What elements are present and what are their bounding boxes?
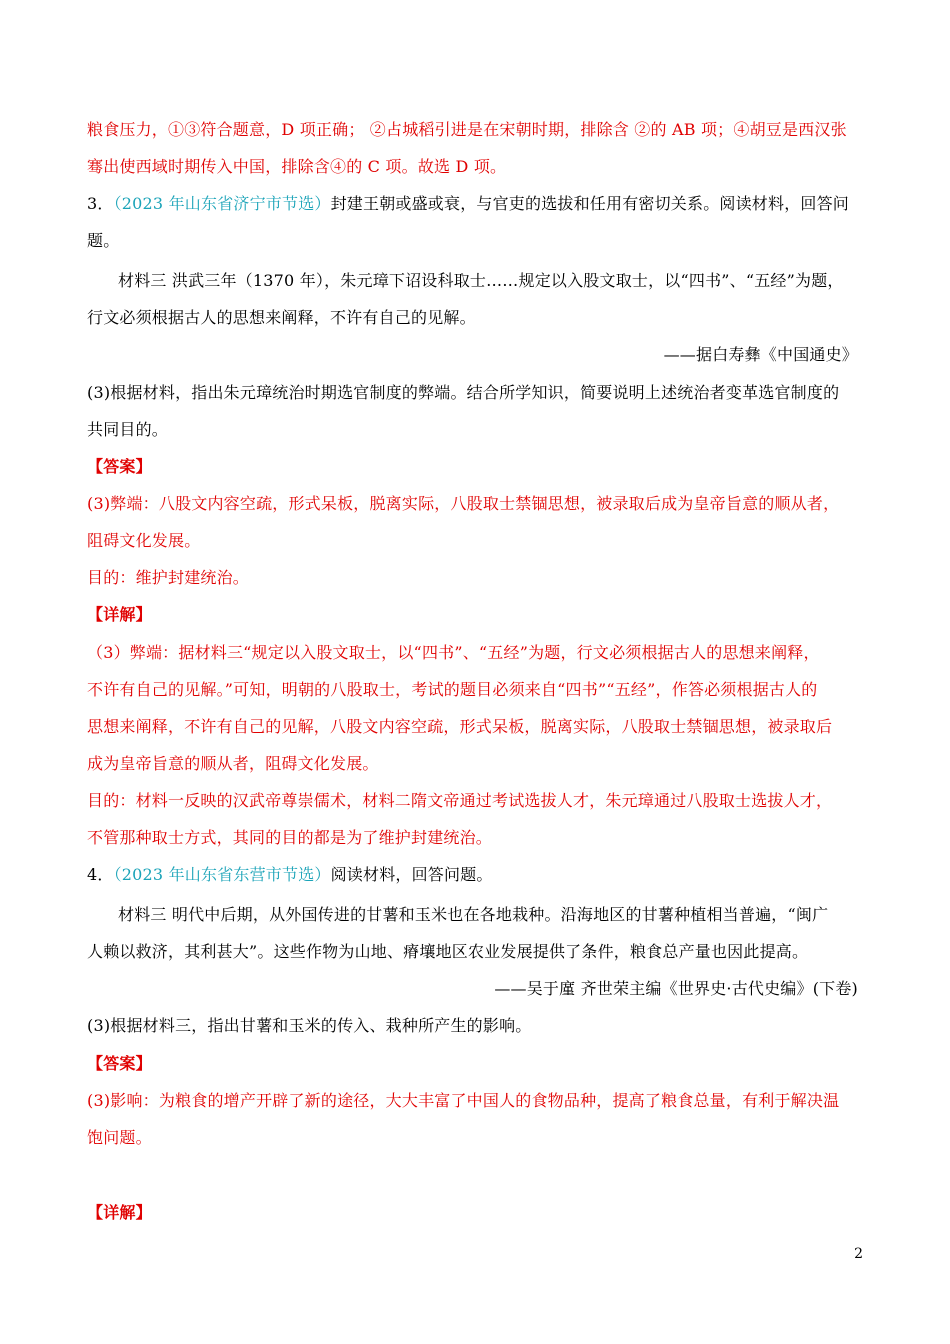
- q4-stem-text: 阅读材料，回答问题。: [330, 865, 493, 884]
- q4-number: 4．: [87, 865, 114, 884]
- q3-question-line-2: 共同目的。: [87, 420, 169, 439]
- q3-answer-line-1: (3)弊端：八股文内容空疏，形式呆板，脱离实际，八股取士禁锢思想，被录取后成为皇帝旨意的顺从者，: [87, 494, 840, 513]
- q3-stem-line-2: 题。: [87, 231, 120, 250]
- q3-number: 3．: [87, 194, 114, 213]
- q4-source: （2023 年山东省东营市节选）: [113, 865, 331, 884]
- q3-detail-line-4: 成为皇帝旨意的顺从者，阻碍文化发展。: [87, 754, 379, 773]
- q4-answer-label: 【答案】: [87, 1054, 152, 1073]
- q3-answer-line-3: 目的：维护封建统治。: [87, 568, 250, 587]
- q4-citation: ——吴于廑 齐世荣主编《世界史·古代史编》(下卷): [494, 979, 858, 998]
- q3-question-line-1: (3)根据材料，指出朱元璋统治时期选官制度的弊端。结合所学知识，简要说明上述统治者变革选官制度的: [87, 383, 840, 402]
- q4-stem-line: [87, 864, 493, 886]
- q3-material-line-1: 材料三 洪武三年（1370 年），朱元璋下诏设科取士……规定以入股文取士，以“四书”、“五经”为题，: [118, 271, 844, 290]
- q3-answer-line-2: 阻碍文化发展。: [87, 531, 201, 550]
- q2-explanation-line-1: 粮食压力，①③符合题意，D 项正确； ②占城稻引进是在宋朝时期，排除含 ②的 AB 项；④胡豆是西汉张: [87, 120, 847, 139]
- q4-answer-line-2: 饱问题。: [87, 1128, 152, 1147]
- q4-material-line-1: 材料三 明代中后期，从外国传进的甘薯和玉米也在各地栽种。沿海地区的甘薯种植相当普遍，“闽广: [118, 905, 829, 924]
- q3-source: （2023 年山东省济宁市节选）: [113, 194, 331, 213]
- q4-detail-label: 【详解】: [87, 1203, 152, 1222]
- q3-stem-text: 封建王朝或盛或衰，与官吏的选拔和任用有密切关系。阅读材料，回答问: [330, 194, 850, 213]
- q3-detail-line-1: （3）弊端：据材料三“规定以入股文取士，以“四书”、“五经”为题，行文必须根据古人的思想来阐释，: [87, 643, 820, 662]
- q4-question: (3)根据材料三，指出甘薯和玉米的传入、栽种所产生的影响。: [87, 1016, 532, 1035]
- q4-material-line-2: 人赖以救济，其利甚大”。这些作物为山地、瘠壤地区农业发展提供了条件，粮食总产量也因此提高。: [87, 942, 809, 961]
- q3-detail-line-3: 思想来阐释，不许有自己的见解，八股文内容空疏，形式呆板，脱离实际，八股取士禁锢思想，被录取后: [87, 717, 833, 736]
- q3-stem-line-1: [87, 193, 849, 215]
- q4-answer-line-1: (3)影响：为粮食的增产开辟了新的途径，大大丰富了中国人的食物品种，提高了粮食总量，有利于解决温: [87, 1091, 840, 1110]
- q3-detail-line-6: 不管那种取士方式，其同的目的都是为了维护封建统治。: [87, 828, 493, 847]
- q3-material-line-2: 行文必须根据古人的思想来阐释，不许有自己的见解。: [87, 308, 476, 327]
- page-number: 2: [854, 1246, 863, 1262]
- q3-answer-label: 【答案】: [87, 457, 152, 476]
- q2-explanation-line-2: 骞出使西域时期传入中国，排除含④的 C 项。故选 D 项。: [87, 157, 507, 176]
- q3-detail-label: 【详解】: [87, 605, 152, 624]
- q3-citation: ——据白寿彝《中国通史》: [663, 345, 858, 364]
- q3-detail-line-2: 不许有自己的见解。”可知，明朝的八股取士，考试的题目必须来自“四书”“五经”，作答必须根据古人的: [87, 680, 818, 699]
- q3-detail-line-5: 目的：材料一反映的汉武帝尊崇儒术，材料二隋文帝通过考试选拔人才，朱元璋通过八股取士选拔人才，: [87, 791, 833, 810]
